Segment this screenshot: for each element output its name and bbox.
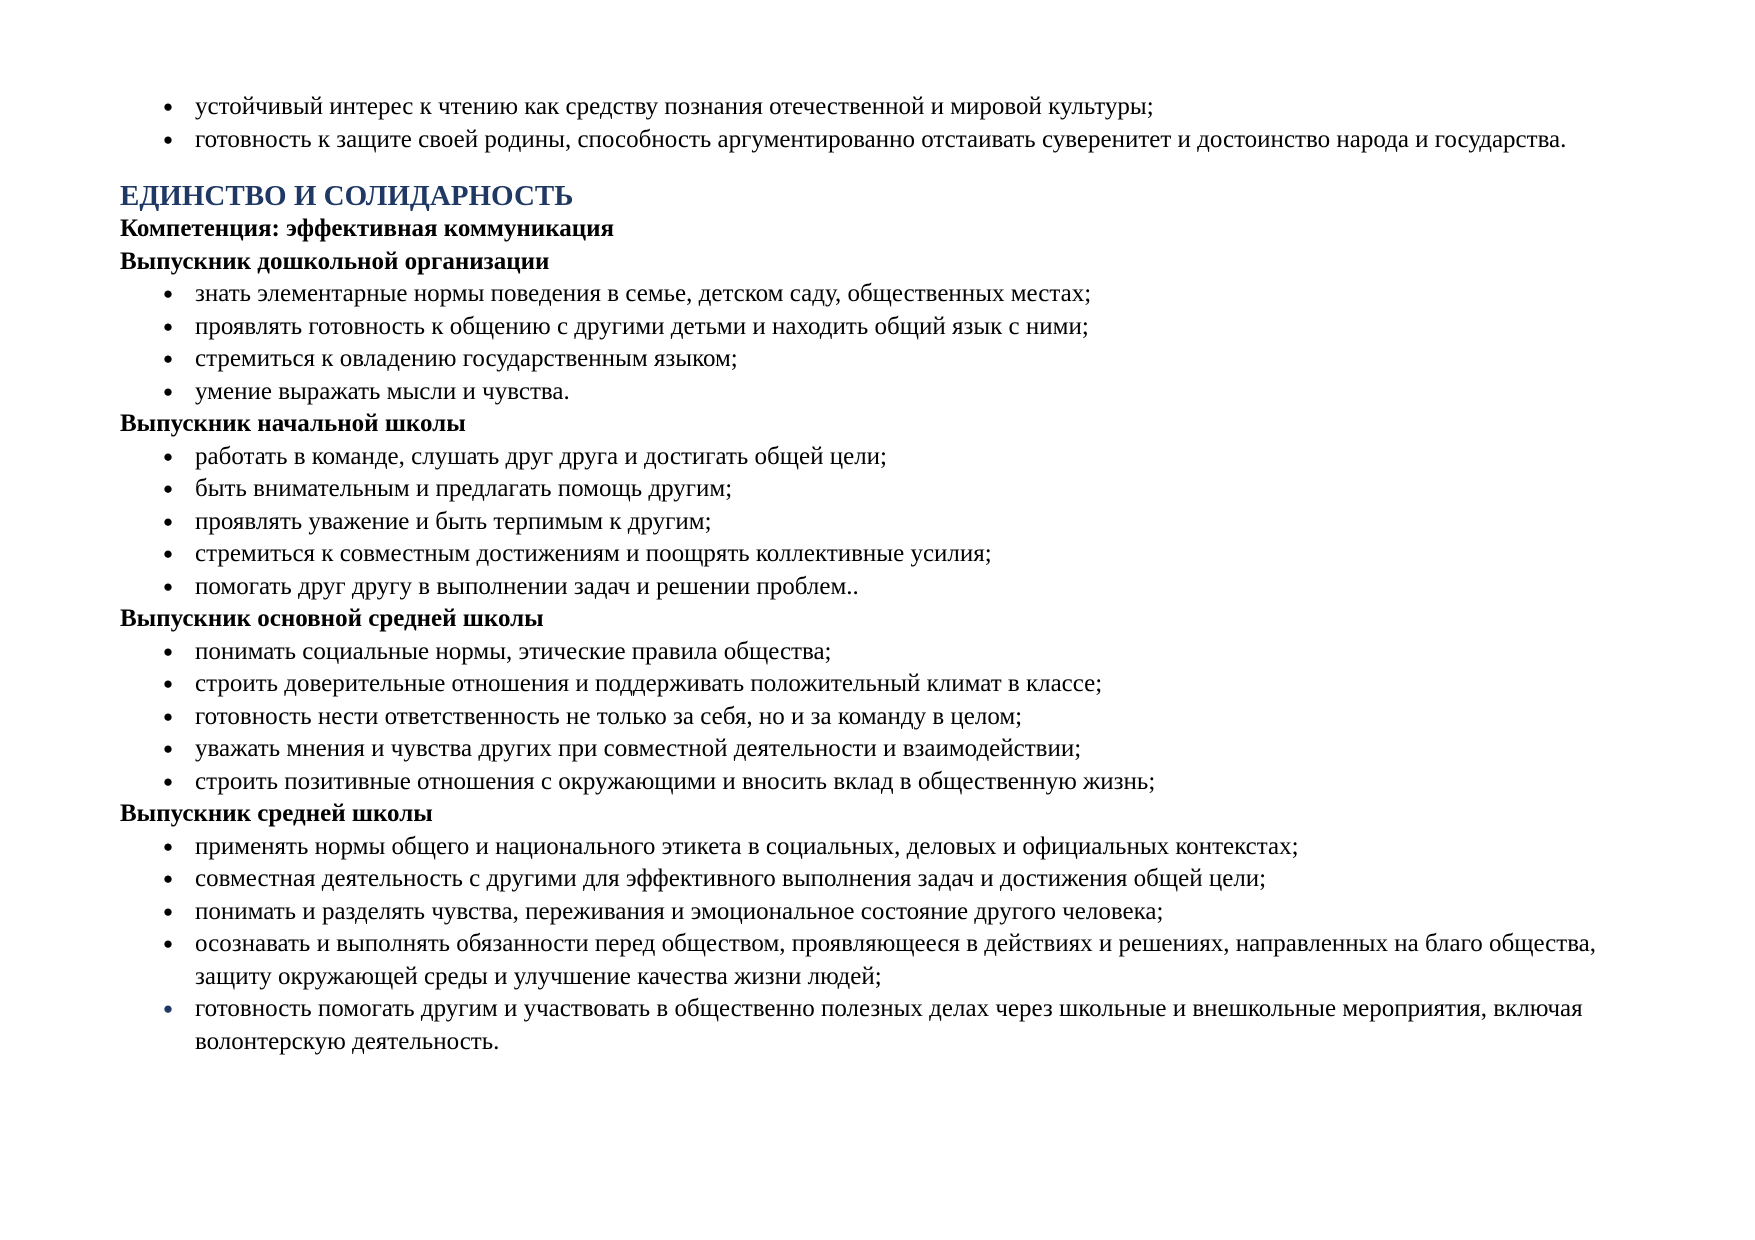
bullet-icon: ● [162, 511, 174, 531]
group-list-basic-secondary [120, 636, 1640, 799]
list-item-text: стремиться к совместным достижениям и поощрять коллективные усилия; [195, 540, 992, 567]
list-item-text: умение выражать мысли и чувства. [195, 377, 570, 405]
bullet-icon: ● [162, 869, 174, 888]
list-item [120, 441, 1640, 474]
bullet-icon: ● [162, 349, 174, 368]
list-item [120, 571, 1640, 604]
list-item-text: готовность помогать другим и участвовать в общественно полезных делах через школьные и внешкольные мероприятия, включая волонтерскую деятельность. [195, 995, 1583, 1055]
bullet-icon: ● [162, 674, 174, 693]
list-item [120, 376, 1640, 409]
list-item [120, 668, 1640, 701]
list-item-text: строить доверительные отношения и поддерживать положительный климат в классе; [195, 670, 1103, 697]
intro-list [120, 91, 1640, 156]
list-item [120, 928, 1640, 993]
list-item [120, 343, 1640, 376]
list-item-text: совместная деятельность с другими для эффективного выполнения задач и достижения общей цели; [195, 865, 1267, 892]
list-item [120, 701, 1640, 734]
bullet-icon: ● [162, 479, 174, 498]
bullet-icon: ● [162, 576, 174, 596]
list-item [120, 311, 1640, 344]
group-heading-primary: Выпускник начальной школы [120, 410, 466, 437]
list-item [120, 863, 1640, 896]
bullet-icon: ● [162, 836, 174, 856]
list-item-text: уважать мнения и чувства других при совместной деятельности и взаимодействии; [195, 735, 1082, 762]
list-item-text: проявлять готовность к общению с другими детьми и находить общий язык с ними; [195, 312, 1089, 340]
bullet-icon: ● [162, 544, 174, 563]
list-item-text: стремиться к овладению государственным языком; [195, 345, 738, 372]
list-item-text: готовность нести ответственность не только за себя, но и за команду в целом; [195, 702, 1023, 730]
bullet-icon: ● [162, 446, 174, 466]
bullet-icon: ● [162, 97, 174, 116]
group-list-primary [120, 441, 1640, 604]
bullet-icon: ● [162, 706, 174, 726]
bullet-icon: ● [162, 999, 174, 1018]
list-item-text: осознавать и выполнять обязанности перед обществом, проявляющееся в действиях и решениях, направленных на благо общества, защиту окружающей среды и улучшение качества жизни людей; [195, 930, 1597, 990]
list-item [120, 766, 1640, 799]
list-item [120, 636, 1640, 669]
list-item-text: устойчивый интерес к чтению как средству познания отечественной и мировой культуры; [195, 93, 1154, 120]
bullet-icon: ● [162, 739, 174, 758]
bullet-icon: ● [162, 284, 174, 303]
list-item-text: помогать друг другу в выполнении задач и решении проблем.. [195, 572, 859, 600]
list-item-text: готовность к защите своей родины, способность аргументированно отстаивать суверенитет и достоинство народа и государства. [195, 125, 1567, 153]
list-item-text: понимать социальные нормы, этические правила общества; [195, 637, 832, 665]
list-item [120, 473, 1640, 506]
bullet-icon: ● [162, 771, 174, 791]
bullet-icon: ● [162, 934, 174, 953]
section-title: ЕДИНСТВО И СОЛИДАРНОСТЬ [120, 180, 574, 212]
bullet-icon: ● [162, 129, 174, 149]
list-item-text: знать элементарные нормы поведения в семье, детском саду, общественных местах; [195, 280, 1092, 307]
list-item [120, 733, 1640, 766]
list-item-text: применять нормы общего и национального этикета в социальных, деловых и официальных контекстах; [195, 832, 1299, 860]
list-item [120, 506, 1640, 539]
competence-title: Компетенция: эффективная коммуникация [120, 215, 615, 242]
list-item-text: понимать и разделять чувства, переживания и эмоциональное состояние другого человека; [195, 897, 1164, 925]
group-list-secondary [120, 831, 1640, 1059]
list-item [120, 278, 1640, 311]
list-item [120, 91, 1640, 124]
list-item [120, 993, 1640, 1058]
bullet-icon: ● [162, 316, 174, 336]
page-content [120, 91, 1640, 1058]
list-item-text: работать в команде, слушать друг друга и достигать общей цели; [195, 442, 887, 470]
list-item [120, 831, 1640, 864]
list-item-text: проявлять уважение и быть терпимым к другим; [195, 507, 712, 535]
list-item [120, 896, 1640, 929]
list-item-text: строить позитивные отношения с окружающими и вносить вклад в общественную жизнь; [195, 767, 1156, 795]
list-item [120, 124, 1640, 157]
group-heading-basic-secondary: Выпускник основной средней школы [120, 605, 544, 632]
bullet-icon: ● [162, 641, 174, 661]
bullet-icon: ● [162, 901, 174, 921]
list-item-text: быть внимательным и предлагать помощь другим; [195, 475, 733, 502]
group-heading-preschool: Выпускник дошкольной организации [120, 247, 550, 275]
list-item [120, 538, 1640, 571]
group-heading-secondary: Выпускник средней школы [120, 800, 433, 827]
group-list-preschool [120, 278, 1640, 408]
bullet-icon: ● [162, 381, 174, 401]
